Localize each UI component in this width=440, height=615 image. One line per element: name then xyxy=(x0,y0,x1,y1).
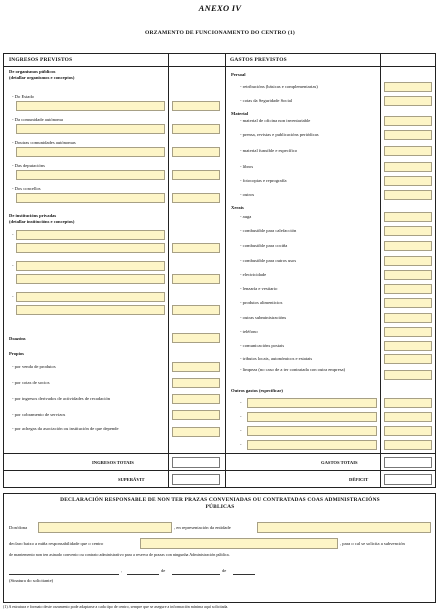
own-income-title: Propios xyxy=(9,351,24,356)
year-field[interactable] xyxy=(233,574,255,575)
signature-label: (Sinatura do solicitante) xyxy=(9,578,54,583)
expense-electricity: - electricidade xyxy=(240,272,267,277)
income-private-3-detail[interactable] xyxy=(16,292,165,302)
entity-label: , en representación da entidade xyxy=(174,525,231,530)
expense-postal: - comunicacións postais xyxy=(240,343,285,348)
expense-kitchen-fuel: - combustible para cociña xyxy=(240,243,288,248)
income-heading: INGRESOS PREVISTOS xyxy=(9,57,73,63)
expense-material-other-amount[interactable] xyxy=(384,190,432,200)
expense-food: - produtos alimenticios xyxy=(240,300,283,305)
expense-heating-fuel: - combustible para calefacción xyxy=(240,228,297,233)
income-own-contributions: - por achegas da asociación ou institución de que depende xyxy=(12,426,119,431)
income-own-contributions-amount[interactable] xyxy=(172,427,220,437)
annex-label: ANEXO IV xyxy=(198,3,242,13)
declarant-label: Don/dona xyxy=(9,525,28,530)
income-private-1-detail-2[interactable] xyxy=(16,243,165,253)
expense-heating-fuel-amount[interactable] xyxy=(384,226,432,236)
expense-cleaning: - limpeza (no caso de a ter contratada con outra empresa) xyxy=(240,367,346,372)
income-amount-divider xyxy=(168,53,169,488)
expense-other-dash: - xyxy=(240,428,242,433)
income-public-councils-amount[interactable] xyxy=(172,193,220,203)
income-public-region: - Da comunidade autónoma xyxy=(12,117,63,122)
declaration-statement: de mantemento non ten asinado convenio ou contrato administrativo para a reserva de prazas con ningunha Administración pública. xyxy=(9,552,230,557)
expense-other-2-detail[interactable] xyxy=(247,412,377,422)
result-row-divider xyxy=(3,470,436,471)
declaration-centre-text: declaro baixo a miña responsabilidade que o centro xyxy=(9,541,104,546)
expense-material-other: - outros xyxy=(240,192,255,197)
donations-label: Doazóns xyxy=(9,336,26,341)
expense-social-security: - cotas da Seguridade Social xyxy=(240,98,293,103)
expense-taxes-amount[interactable] xyxy=(384,354,432,364)
income-private-dash: - xyxy=(12,263,14,268)
expense-other-3-amount[interactable] xyxy=(384,426,432,436)
expense-other-supplies-amount[interactable] xyxy=(384,313,432,323)
date-comma: , xyxy=(121,568,123,573)
expense-telephone-amount[interactable] xyxy=(384,327,432,337)
income-own-sales-amount[interactable] xyxy=(172,362,220,372)
expense-press: - prensa, revistas e publicacións periódicas xyxy=(240,132,319,137)
expense-press-amount[interactable] xyxy=(384,130,432,140)
income-private-dash: - xyxy=(12,294,14,299)
expense-books: - libros xyxy=(240,164,254,169)
income-public-provinces-amount[interactable] xyxy=(172,170,220,180)
income-public-state-detail[interactable] xyxy=(16,101,165,111)
expenses-total-label: GASTOS TOTAIS xyxy=(321,460,358,465)
income-public-state-amount[interactable] xyxy=(172,101,220,111)
expense-amount-divider xyxy=(380,53,381,488)
income-own-fundraising-amount[interactable] xyxy=(172,394,220,404)
expense-other-dash: - xyxy=(240,414,242,419)
header-row-divider xyxy=(3,66,436,67)
page-title: ORZAMENTO DE FUNCIONAMENTO DO CENTRO (1) xyxy=(145,30,295,36)
income-private-3-amount[interactable] xyxy=(172,305,220,315)
income-private-3-detail-2[interactable] xyxy=(16,305,165,315)
material-title: Material xyxy=(231,111,249,116)
private-institutions-title: De institucións privadas xyxy=(9,213,57,218)
expense-social-security-amount[interactable] xyxy=(384,96,432,106)
expense-other-dash: - xyxy=(240,400,242,405)
expense-postal-amount[interactable] xyxy=(384,341,432,351)
income-total-label: INGRESOS TOTAIS xyxy=(92,460,134,465)
footnote: (1) A estrutura e formato deste orzamento pode adaptarse a cada tipo de centro, sempre que se asegure a información mínima aquí solicitada. xyxy=(3,604,229,609)
personnel-title: Persoal xyxy=(231,72,246,77)
day-field[interactable] xyxy=(127,574,159,575)
expense-taxes: - tributos locais, autonómicos e estatais xyxy=(240,356,313,361)
month-field[interactable] xyxy=(172,574,220,575)
expense-office-material: - material de oficina non inventariable xyxy=(240,118,311,123)
expense-salaries: - retribucións (básicas e complementarias) xyxy=(240,84,318,89)
expense-other-1-amount[interactable] xyxy=(384,398,432,408)
expense-salaries-amount[interactable] xyxy=(384,82,432,92)
deficit-label: DÉFICIT xyxy=(349,477,369,482)
date-de-1: de xyxy=(161,568,166,573)
income-public-other-regions: - Doutras comunidades autónomas xyxy=(12,140,76,145)
income-own-services-amount[interactable] xyxy=(172,410,220,420)
expense-photocopies: - fotocopias e reprografía xyxy=(240,178,287,183)
expense-photocopies-amount[interactable] xyxy=(384,176,432,186)
expense-other-3-detail[interactable] xyxy=(247,426,377,436)
expense-other-fuel-amount[interactable] xyxy=(384,256,432,266)
entity-name-field[interactable] xyxy=(257,522,431,533)
surplus-label: SUPERÁVIT xyxy=(118,477,145,482)
income-private-2-detail-2[interactable] xyxy=(16,274,165,284)
expense-other-2-amount[interactable] xyxy=(384,412,432,422)
income-donations-amount[interactable] xyxy=(172,333,220,343)
place-field[interactable] xyxy=(9,574,119,575)
income-public-councils: - Dos concellos xyxy=(12,186,41,191)
expense-other-supplies: - outras subministracións xyxy=(240,315,287,320)
expense-other-1-detail[interactable] xyxy=(247,398,377,408)
declarant-name-field[interactable] xyxy=(38,522,172,533)
expense-other-4-amount[interactable] xyxy=(384,440,432,450)
declaration-subsidy-text: , para o cal se solicita a subvención xyxy=(340,541,405,546)
income-private-2-amount[interactable] xyxy=(172,274,220,284)
expense-electricity-amount[interactable] xyxy=(384,270,432,280)
expense-other-fuel: - combustible para outros usos xyxy=(240,258,297,263)
income-own-fundraising: - por ingresos derivados de actividades de recadación xyxy=(12,396,111,401)
public-bodies-title: De organismos públicos xyxy=(9,69,56,74)
expense-office-material-amount[interactable] xyxy=(384,116,432,126)
declaration-title xyxy=(20,497,420,511)
income-own-fees: - por cotas de socios xyxy=(12,380,50,385)
other-expenses-title: Outros gastos (especificar) xyxy=(231,388,283,393)
income-public-provinces: - Das deputacións xyxy=(12,163,45,168)
column-divider xyxy=(225,53,226,488)
private-institutions-subtitle: (detallar institucións e conceptos) xyxy=(9,219,75,224)
expense-food-amount[interactable] xyxy=(384,298,432,308)
income-public-region-detail[interactable] xyxy=(16,124,165,134)
expense-consumables: - material funxible e específico xyxy=(240,148,298,153)
income-public-other-regions-amount[interactable] xyxy=(172,147,220,157)
income-own-sales: - por venda de produtos xyxy=(12,364,56,369)
income-private-2-detail[interactable] xyxy=(16,261,165,271)
expense-books-amount[interactable] xyxy=(384,162,432,172)
expense-kitchen-fuel-amount[interactable] xyxy=(384,241,432,251)
general-title: Xerais xyxy=(231,205,244,210)
declaration-title-line-2: PÚBLICAS xyxy=(205,504,235,510)
deficit-amount[interactable] xyxy=(384,474,432,485)
income-private-1-detail[interactable] xyxy=(16,230,165,240)
income-total-amount[interactable] xyxy=(172,457,220,468)
public-bodies-subtitle: (detallar organismos e conceptos) xyxy=(9,75,75,80)
expense-cleaning-amount[interactable] xyxy=(384,370,432,380)
income-own-fees-amount[interactable] xyxy=(172,378,220,388)
date-de-2: de xyxy=(222,568,227,573)
income-public-other-regions-detail[interactable] xyxy=(16,147,165,157)
expense-consumables-amount[interactable] xyxy=(384,146,432,156)
expense-water-amount[interactable] xyxy=(384,212,432,222)
income-private-dash: - xyxy=(12,232,14,237)
expense-linen: - lenzaría e vestiario xyxy=(240,286,278,291)
expense-other-4-detail[interactable] xyxy=(247,440,377,450)
expenses-heading: GASTOS PREVISTOS xyxy=(230,57,287,63)
expense-linen-amount[interactable] xyxy=(384,284,432,294)
income-public-councils-detail[interactable] xyxy=(16,193,165,203)
income-private-1-amount[interactable] xyxy=(172,243,220,253)
totals-row-divider xyxy=(3,453,436,454)
centre-name-field[interactable] xyxy=(140,538,338,549)
expense-other-dash: - xyxy=(240,442,242,447)
surplus-amount[interactable] xyxy=(172,474,220,485)
income-public-provinces-detail[interactable] xyxy=(16,170,165,180)
income-public-region-amount[interactable] xyxy=(172,124,220,134)
income-own-services: - por cobramento de servizos xyxy=(12,412,66,417)
declaration-title-line-1: DECLARACIÓN RESPONSABLE DE NON TER PRAZAS CONVENIADAS OU CONTRATADAS COAS ADMINISTRACIÓNS xyxy=(60,497,380,503)
expense-telephone: - teléfono xyxy=(240,329,258,334)
expense-water: - auga xyxy=(240,214,252,219)
expenses-total-amount[interactable] xyxy=(384,457,432,468)
income-public-state: - Do Estado xyxy=(12,94,34,99)
